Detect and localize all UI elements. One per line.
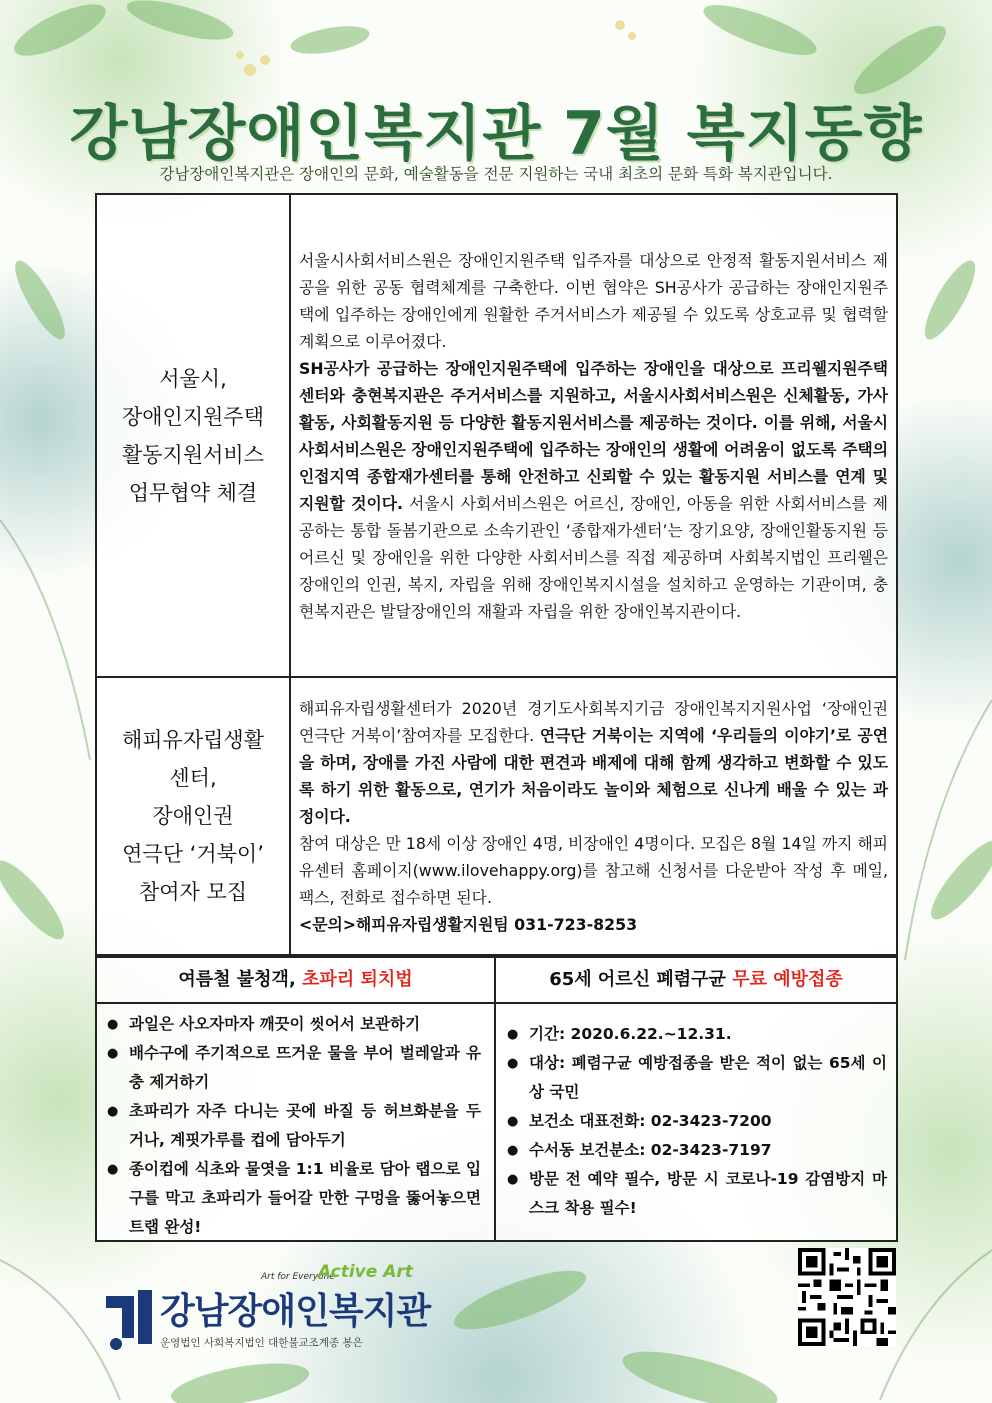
divider: [97, 1002, 896, 1004]
body-bold-text: SH공사가 공급하는 장애인지원주택에 입주하는 장애인을 대상으로 프리웰지원주택센터와 충현복지관은 주거서비스를 지원하고, 서울시사회서비스원은 신체활동, 가사활동, 사회활동지원 등 다양한 활동지원서비스를 제공하는 것이다. 이를 위해, 서울시사회서비스원은 장애인지원주택에 입주하는 장애인의 생활에 어려움이 없도록 주택의 인접지역 종합재가센터를 통해 안전하고 신뢰할 수 있는 활동지원 서비스를 연계 및 지원할 것이다.: [299, 358, 888, 513]
body-text: 참여 대상은 만 18세 이상 장애인 4명, 비장애인 4명이다. 모집은 8월 14일 까지 해피유센터 홈페이지(www.ilovehappy.org)를 참고해 신청서를 다운받아 작성 후 메일, 팩스, 전화로 접수하면 된다.: [299, 833, 888, 907]
org-name: 강남장애인복지관: [160, 1291, 431, 1332]
list-item: ● 배수구에 주기적으로 뜨거운 물을 부어 벌레알과 유충 제거하기: [101, 1039, 481, 1097]
list-item: ● 수서동 보건분소: 02-3423-7197: [501, 1136, 887, 1165]
body-text: 서울시 사회서비스원은 어르신, 장애인, 아동을 위한 사회서비스를 제공하는 통합 돌봄기관으로 소속기관인 ‘종합재가센터’는 장기요양, 장애인활동지원 등 어르신 및 장애인을 위한 다양한 사회서비스를 직접 제공하며 사회복지법인 프리웰은 장애인의 인권, 복지, 자립을 위해 장애인복지시설을 설치하고 운영하는 기관이며, 충현복지관은 발달장애인의 재활과 자립을 위한 장애인복지관이다.: [299, 493, 888, 621]
head-line: 활동지원서비스: [121, 442, 264, 467]
head-line: 참여자 모집: [138, 880, 248, 904]
flies-heading: [97, 958, 494, 1002]
news-head-happyu: [96, 677, 290, 955]
flies-list: [101, 1010, 481, 1242]
news-row-happyu: [96, 677, 897, 955]
org-subtitle: 운영법인 사회복지법인 대한불교조계종 봉은: [160, 1337, 363, 1349]
tagline-small: Art for Everyone: [261, 1272, 335, 1282]
head-line: 센터,: [169, 766, 217, 790]
page-title: 강남장애인복지관 7월 복지동향: [69, 99, 923, 169]
news-body-happyu: [290, 677, 897, 955]
news-row-seoul: [96, 194, 897, 677]
page-subtitle: 강남장애인복지관은 장애인의 문화, 예술활동을 전문 지원하는 국내 최초의 문화 특화 복지관입니다.: [159, 165, 833, 183]
vaccine-heading-highlight: 무료 예방접종: [732, 969, 843, 990]
list-item: ● 종이컵에 식초와 물엿을 1:1 비율로 담아 랩으로 입구를 막고 초파리가 들어갈 만한 구멍을 뚫어놓으면 트랩 완성!: [101, 1155, 481, 1242]
head-line: 장애인지원주택: [121, 404, 264, 429]
flies-heading-highlight: 초파리 퇴치법: [302, 969, 413, 990]
vaccine-heading: [496, 958, 896, 1002]
flies-heading-text: 여름철 불청객,: [178, 969, 303, 990]
qr-code-icon: [798, 1248, 896, 1346]
list-item: ● 기간: 2020.6.22.~12.31.: [501, 1020, 887, 1049]
news-body-seoul: [290, 194, 897, 677]
head-line: 업무협약 체결: [128, 480, 258, 505]
news-head-seoul: [96, 194, 290, 677]
body-bold-text: 연극단 거북이는 지역에 ‘우리들의 이야기’로 공연을 하며, 장애를 가진 사람에 대한 편견과 배제에 대해 함께 생각하고 변화할 수 있도록 하기 위한 활동으로, 연기가 처음이라도 놀이와 체험으로 신나게 배울 수 있는 과정이다.: [299, 725, 888, 826]
list-item: ● 보건소 대표전화: 02-3423-7200: [501, 1107, 887, 1136]
head-line: 장애인권: [152, 804, 234, 828]
list-item: ● 초파리가 자주 다니는 곳에 바질 등 허브화분을 두거나, 계핏가루를 컵에 담아두기: [101, 1097, 481, 1155]
news-table: [95, 193, 898, 956]
vaccine-heading-text: 65세 어르신 폐렴구균: [549, 969, 733, 990]
tips-panel: [95, 956, 898, 1242]
head-line: 해피유자립생활: [121, 728, 264, 752]
list-item: ● 대상: 폐렴구균 예방접종을 받은 적이 없는 65세 이상 국민: [501, 1049, 887, 1107]
list-item: ● 과일은 사오자마자 깨끗이 씻어서 보관하기: [101, 1010, 481, 1039]
tagline-big: Active Art: [318, 1262, 413, 1282]
list-item: ● 방문 전 예약 필수, 방문 시 코로나-19 감염방지 마스크 착용 필수!: [501, 1165, 887, 1223]
contact-text: <문의>해피유자립생활지원팀 031-723-8253: [299, 914, 638, 934]
body-text: 해피유자립생활센터가 2020년 경기도사회복지기금 장애인복지지원사업 ‘장애인권 연극단 거북이’참여자를 모집한다.: [299, 698, 888, 745]
head-line: 연극단 ‘거북이’: [122, 842, 264, 866]
body-text: 서울시사회서비스원은 장애인지원주택 입주자를 대상으로 안정적 활동지원서비스 제공을 위한 공동 협력체계를 구축한다. 이번 협약은 SH공사가 공급하는 장애인지원주택에 입주하는 장애인에게 원활한 주거서비스가 제공될 수 있도록 상호교류 및 협력할 계획으로 이루어졌다.: [299, 250, 888, 351]
vaccine-list: [501, 1020, 887, 1223]
head-line: 서울시,: [159, 366, 227, 391]
